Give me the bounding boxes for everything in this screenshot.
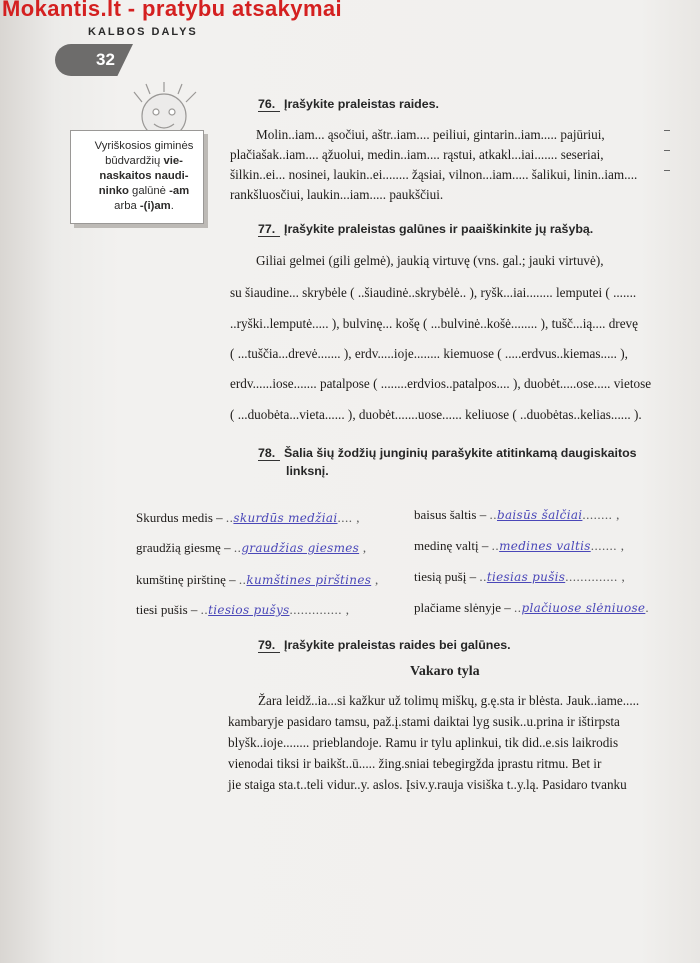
exercise-78-pair-3: graudžią giesmę – ..graudžias giesmes , (136, 540, 367, 555)
exercise-77-line-1: Giliai gelmei (gili gelmė), jaukią virtuvę (vns. gal.; jauki virtuvė), (256, 253, 604, 268)
pair-answer: tiesios pušys (208, 603, 290, 617)
exercise-77-heading (258, 222, 593, 237)
exercise-77-number: 77. (258, 222, 280, 237)
pair-answer: plačiuose slėniuose (521, 601, 646, 615)
exercise-76-number: 76. (258, 97, 280, 112)
exercise-76-line-4: rankšluosčiui, laukin...iam..... paukščiui. (230, 187, 444, 202)
page-number-tab (55, 44, 133, 76)
story-line-5: jie staiga sta.t..teli vidur..y. aslos. Įsiv.y.rauja visiška t..y.lą. Pasidaro tvanku (228, 777, 627, 792)
exercise-78-instruction-line1: Šalia šių žodžių junginių parašykite atitinkamą daugiskaitos (284, 446, 637, 460)
exercise-76-line-1: Molin..iam... ąsočiui, aštr..iam.... peiliui, gintarin..iam..... pajūriui, (256, 127, 605, 142)
exercise-76-line-2: plačiašak..iam.... ąžuolui, medin..iam.... rąstui, atkakl...iai....... seseriai, (230, 147, 604, 162)
exercise-78-pair-5: kumštinę pirštinę – ..kumštines pirštines , (136, 572, 379, 587)
exercise-79-number: 79. (258, 638, 280, 653)
pair-answer: baisūs šalčiai (496, 508, 583, 522)
pair-phrase: tiesi pušis – (136, 602, 198, 617)
pair-phrase: plačiame slėnyje – (414, 600, 511, 615)
exercise-79-heading (258, 638, 511, 653)
pair-phrase: baisus šaltis – (414, 507, 487, 522)
margin-mark (664, 130, 670, 131)
margin-mark (664, 170, 670, 171)
pair-answer: tiesias pušis (486, 570, 566, 584)
exercise-78-heading (258, 446, 637, 461)
exercise-76-instruction: Įrašykite praleistas raides. (284, 97, 439, 111)
exercise-77-line-5: erdv......iose....... patalpose ( ........erdvios..patalpos.... ), duobėt.....ose..... vietose (230, 376, 652, 391)
rule-text-part3: arba (114, 200, 140, 212)
exercise-77-line-3: ..ryški..lemputė..... ), bulvinę... košę ( ...bulvinė..košė........ ), tušč...ią.... drevę (230, 316, 639, 331)
story-line-2: kambaryje pasidaro tamsu, paž.į.stami daiktai lyg susik..u.prina ir ištirpsta (228, 714, 620, 729)
exercise-78-pair-4: medinę valtį – ..medines valtis....... , (414, 538, 625, 553)
exercise-77-line-4: ( ...tuščia...drevė....... ), erdv.....ioje........ kiemuose ( .....erdvus..kiemas..... ), (230, 346, 628, 361)
pair-phrase: kumštinę pirštinę – (136, 572, 236, 587)
story-paragraph (228, 690, 664, 795)
rule-text-part1: Vyriškosios giminės būdvardžių (94, 140, 194, 167)
exercise-77-instruction: Įrašykite praleistas galūnes ir paaiškinkite jų rašybą. (284, 222, 594, 236)
pair-phrase: medinę valtį – (414, 538, 489, 553)
exercise-78-number: 78. (258, 446, 280, 461)
margin-mark (664, 150, 670, 151)
pair-answer: kumštines pirštines (246, 573, 372, 587)
pair-answer: medines valtis (499, 539, 591, 553)
pair-answer: skurdūs medžiai (233, 511, 338, 525)
exercise-77-line-6: ( ...duobėta...vieta...... ), duobėt.......uose...... keliuose ( ..duobėtas..kelias...... ). (230, 407, 642, 422)
story-title: Vakaro tyla (410, 664, 480, 679)
story-line-4: vienodai tiksi ir baikšt..ū..... žing.sniai tebegirgžda įprastu ritmu. Bet ir (228, 756, 602, 771)
story-line-1: Žara leidž..ia...si kažkur už tolimų miškų, g.ę.sta ir blėsta. Jauk..iame..... (258, 693, 640, 708)
exercise-78-pair-7: tiesi pušis – ..tiesios pušys.............. , (136, 602, 350, 617)
page-number: 32 (96, 50, 115, 69)
story-line-3: blyšk..ioje........ prieblandoje. Ramu ir tylu aplinkui, tik did..e.sis laikrodis (228, 735, 619, 750)
rule-text-part4: . (170, 200, 174, 212)
exercise-79-instruction: Įrašykite praleistas raides bei galūnes. (284, 638, 511, 652)
pair-phrase: tiesią pušį – (414, 569, 477, 584)
exercise-76-line-3: šilkin..ei... nosinei, laukin..ei........ žąsiai, vilnon...iam..... šalikui, linin..iam.... (230, 167, 638, 182)
rule-text-bold3: -(i)am (139, 200, 171, 212)
grammar-rule-note (70, 130, 204, 224)
rule-text-part2: galūnė (128, 185, 170, 197)
pair-answer: graudžias giesmes (241, 541, 360, 555)
exercise-78-pair-1: Skurdus medis – ..skurdūs medžiai.... , (136, 510, 361, 525)
pair-phrase: Skurdus medis – (136, 510, 223, 525)
exercise-78-pair-2: baisus šaltis – ..baisūs šalčiai........ , (414, 507, 620, 522)
exercise-76-heading (258, 97, 439, 112)
exercise-78-pair-6: tiesią pušį – ..tiesias pušis.............. , (414, 569, 626, 584)
section-header: KALBOS DALYS (88, 26, 198, 38)
exercise-78-pair-8: plačiame slėnyje – ..plačiuose slėniuose. (414, 600, 650, 615)
exercise-78-instruction-line2: linksnį. (286, 464, 329, 478)
rule-text-bold1: vie-naskaitos naudi-ninko (98, 155, 189, 197)
rule-text-bold2: -am (169, 185, 190, 197)
watermark: Mokantis.lt - pratybu atsakymai (2, 0, 343, 21)
pair-phrase: graudžią giesmę – (136, 540, 231, 555)
exercise-77-line-2: su šiaudine... skrybėle ( ..šiaudinė..skrybėlė.. ), ryšk...iai........ lemputei ( ....... (230, 285, 637, 300)
